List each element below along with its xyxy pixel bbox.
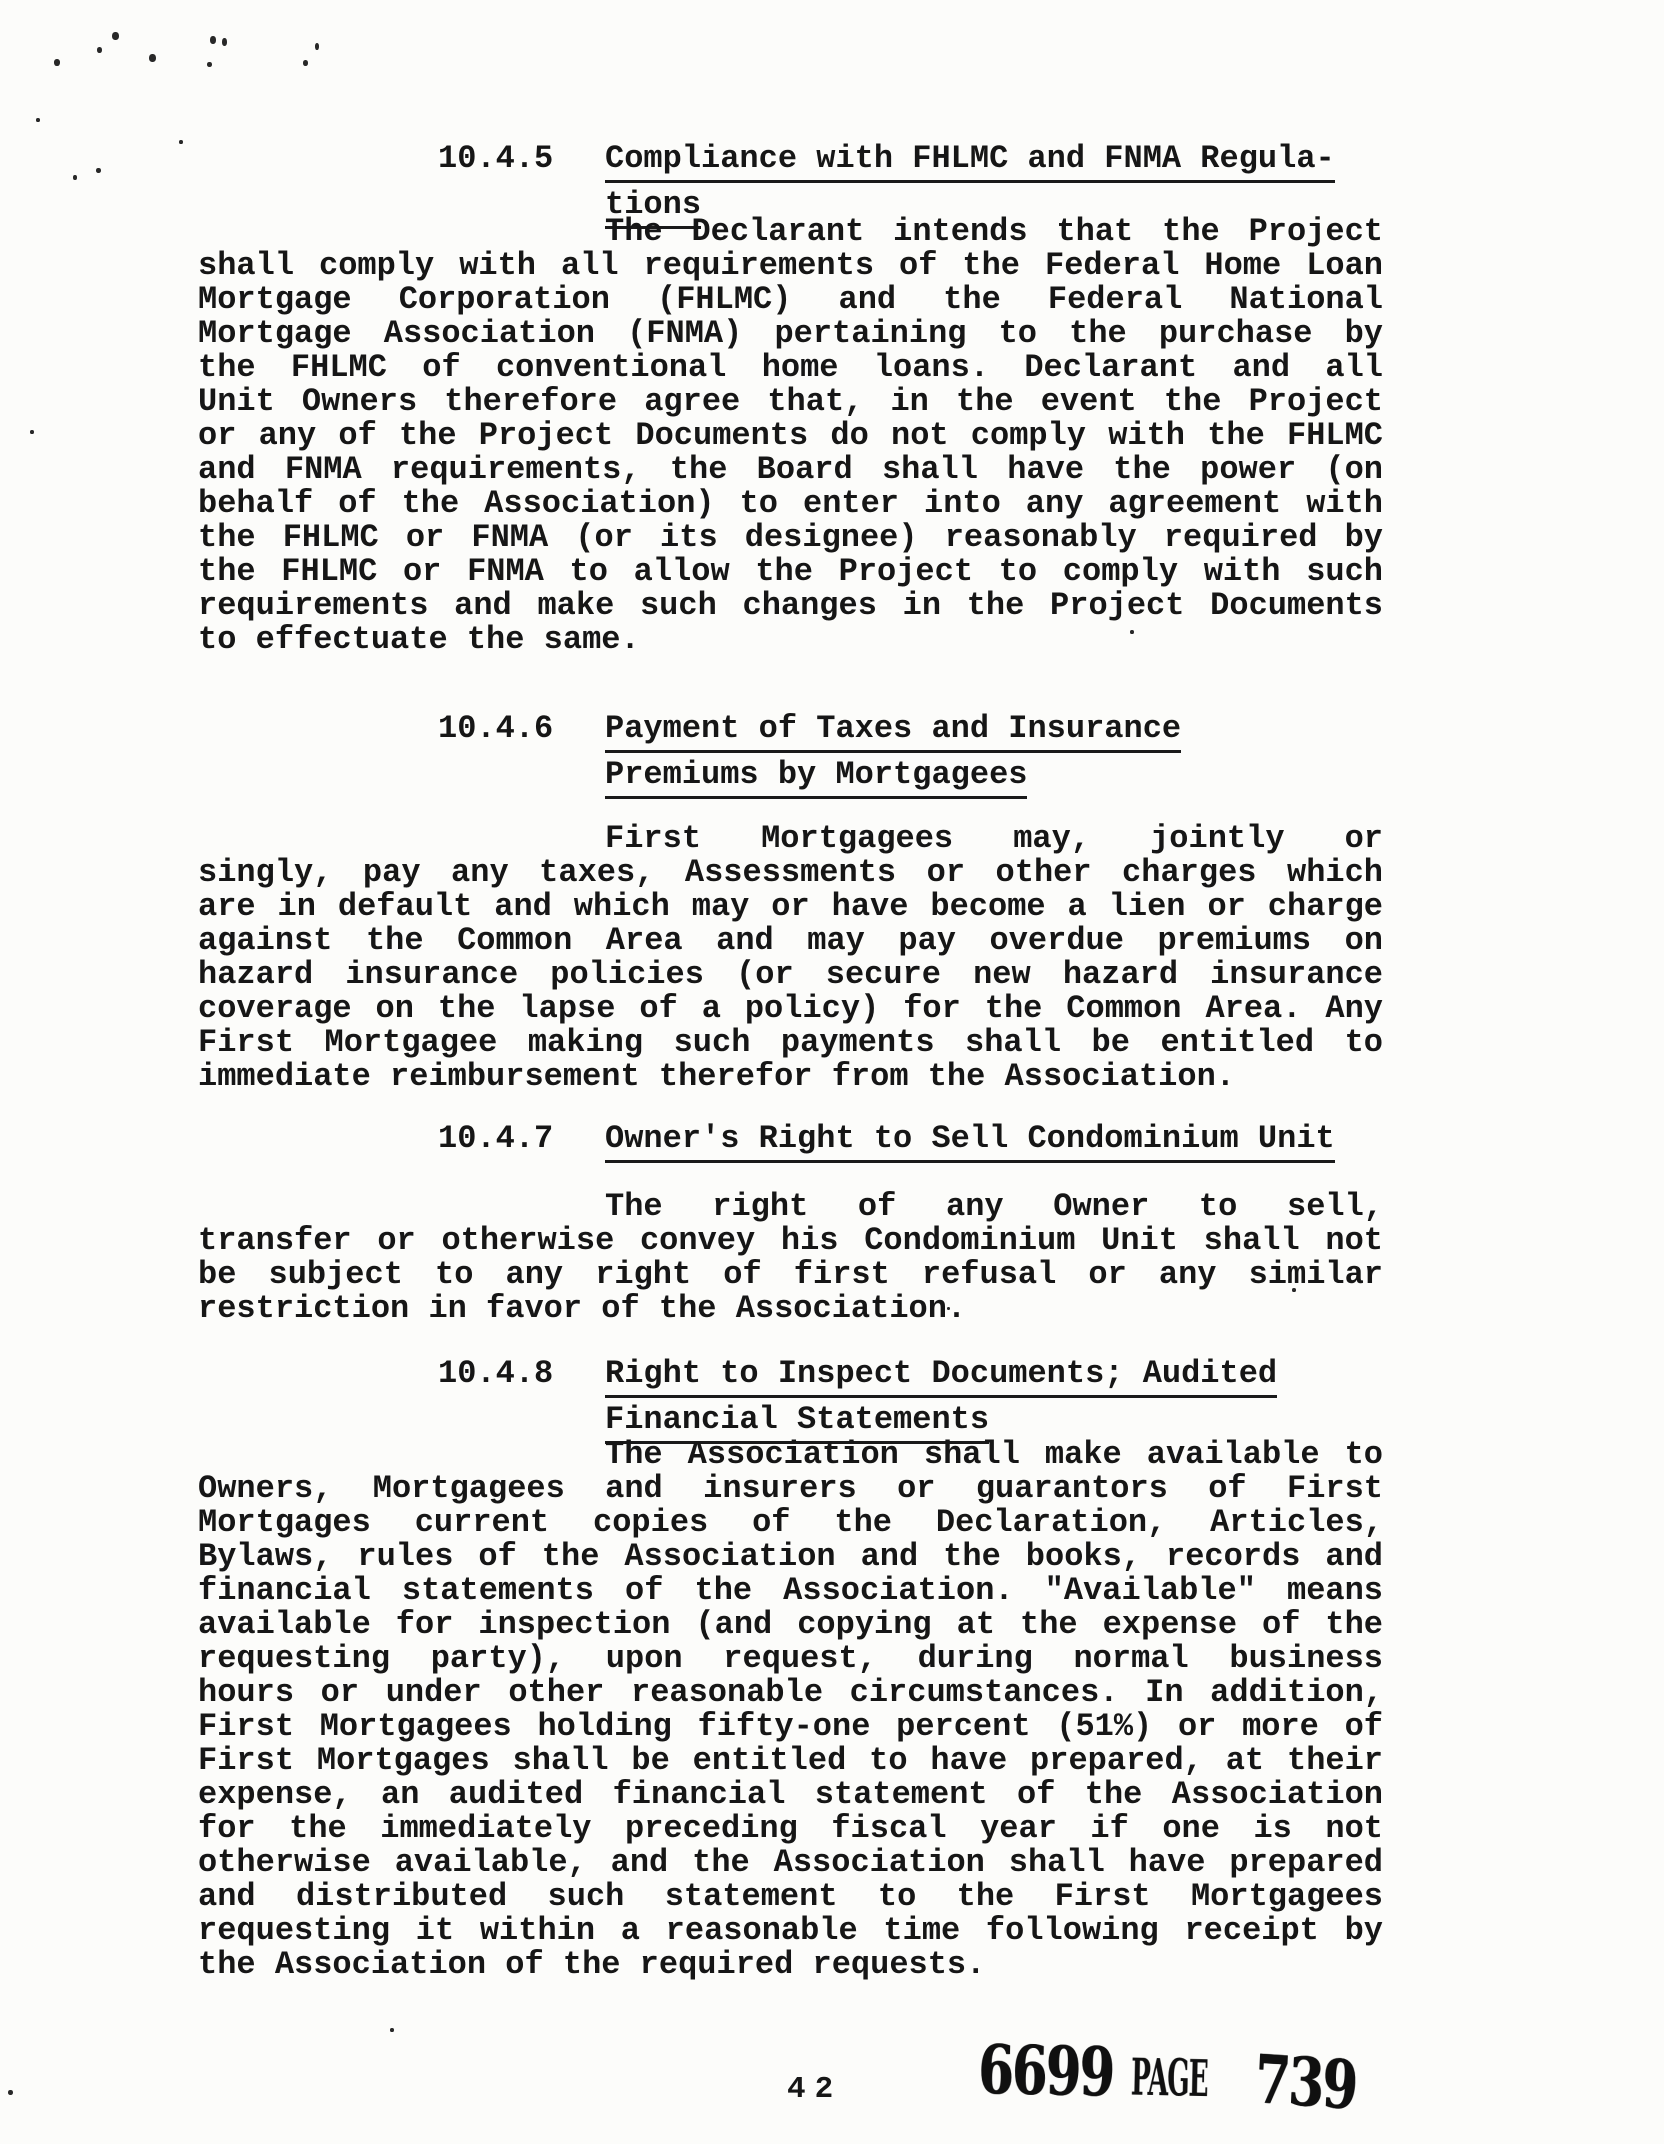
paragraph-line: immediate reimbursement therefor from the Association.	[198, 1058, 1235, 1095]
section-number: 10.4.5	[438, 140, 554, 177]
scan-speckle	[222, 38, 227, 46]
paragraph-line: First Mortgagees holding fifty-one percent (51%) or more of	[198, 1708, 1383, 1745]
section-title-line: Financial Statements	[605, 1403, 989, 1444]
section-paragraph-10-4-8	[198, 1438, 1383, 1982]
page-number: 42	[787, 2072, 843, 2107]
paragraph-line: Mortgages current copies of the Declaration, Articles,	[198, 1504, 1383, 1541]
paragraph-line: First Mortgagee making such payments shall be entitled to	[198, 1024, 1383, 1061]
section-number: 10.4.6	[438, 710, 554, 747]
paragraph-line: otherwise available, and the Association shall have prepared	[198, 1844, 1383, 1881]
paragraph-line: the FHLMC or FNMA (or its designee) reasonably required by	[198, 519, 1383, 556]
scan-speckle	[73, 175, 77, 180]
scan-speckle	[179, 140, 183, 144]
section-title-line: Premiums by Mortgagees	[605, 758, 1027, 799]
section-title-line: Right to Inspect Documents; Audited	[605, 1357, 1277, 1398]
paragraph-line: Bylaws, rules of the Association and the books, records and	[198, 1538, 1383, 1575]
paragraph-line: Mortgage Association (FNMA) pertaining to the purchase by	[198, 315, 1383, 352]
paragraph-line: First Mortgagees may, jointly or	[605, 820, 1383, 857]
section-paragraph-10-4-6	[198, 822, 1383, 1094]
paragraph-line: coverage on the lapse of a policy) for the Common Area. Any	[198, 990, 1383, 1027]
section-heading-10-4-6	[438, 712, 1181, 804]
paragraph-line: First Mortgages shall be entitled to have prepared, at their	[198, 1742, 1383, 1779]
section-title-line: tions	[605, 188, 701, 229]
paragraph-line: financial statements of the Association. "Available" means	[198, 1572, 1383, 1609]
paragraph-line: The right of any Owner to sell,	[605, 1188, 1383, 1225]
scan-speckle	[210, 36, 216, 44]
section-title-line: Payment of Taxes and Insurance	[605, 712, 1181, 753]
paragraph-line: expense, an audited financial statement of the Association	[198, 1776, 1383, 1813]
scan-speckle	[96, 168, 101, 173]
paragraph-line: transfer or otherwise convey his Condominium Unit shall not	[198, 1222, 1383, 1259]
paragraph-line: singly, pay any taxes, Assessments or other charges which	[198, 854, 1383, 891]
scan-speckle	[8, 2090, 13, 2095]
scan-speckle	[303, 60, 308, 66]
section-number: 10.4.8	[438, 1355, 554, 1392]
paragraph-line: requesting it within a reasonable time following receipt by	[198, 1912, 1383, 1949]
scan-speckle	[36, 118, 40, 122]
paragraph-line: the Association of the required requests.	[198, 1946, 986, 1983]
section-paragraph-10-4-5	[198, 215, 1383, 657]
paragraph-line: or any of the Project Documents do not comply with the FHLMC	[198, 417, 1383, 454]
scan-speckle	[390, 2028, 394, 2032]
paragraph-line: for the immediately preceding fiscal year if one is not	[198, 1810, 1383, 1847]
paragraph-line: requirements and make such changes in the Project Documents	[198, 587, 1383, 624]
paragraph-line: requesting party), upon request, during normal business	[198, 1640, 1383, 1677]
paragraph-line: hours or under other reasonable circumstances. In addition,	[198, 1674, 1383, 1711]
recorder-stamp	[977, 2030, 1377, 2125]
stamp-page-number: 739	[1252, 2039, 1358, 2125]
paragraph-line: The Association shall make available to	[605, 1436, 1383, 1473]
section-title	[605, 1122, 1335, 1168]
paragraph-line: The Declarant intends that the Project	[605, 213, 1383, 250]
section-title-line: Compliance with FHLMC and FNMA Regula-	[605, 142, 1335, 183]
section-paragraph-10-4-7	[198, 1190, 1383, 1326]
scan-speckle	[54, 59, 60, 66]
scan-speckle	[30, 430, 34, 434]
paragraph-line: to effectuate the same.	[198, 621, 640, 658]
paragraph-line: hazard insurance policies (or secure new hazard insurance	[198, 956, 1383, 993]
stamp-book-number: 6699	[977, 2030, 1114, 2113]
paragraph-line: shall comply with all requirements of the Federal Home Loan	[198, 247, 1383, 284]
section-title-line: Owner's Right to Sell Condominium Unit	[605, 1122, 1335, 1163]
paragraph-line: be subject to any right of first refusal or any similar	[198, 1256, 1383, 1293]
paragraph-line: the FHLMC or FNMA to allow the Project to comply with such	[198, 553, 1383, 590]
paragraph-line: and FNMA requirements, the Board shall have the power (on	[198, 451, 1383, 488]
paragraph-line: the FHLMC of conventional home loans. Declarant and all	[198, 349, 1383, 386]
paragraph-line: and distributed such statement to the First Mortgagees	[198, 1878, 1383, 1915]
scan-speckle	[149, 54, 156, 62]
paragraph-line: against the Common Area and may pay overdue premiums on	[198, 922, 1383, 959]
section-number: 10.4.7	[438, 1120, 554, 1157]
paragraph-line: Unit Owners therefore agree that, in the event the Project	[198, 383, 1383, 420]
paragraph-line: behalf of the Association) to enter into any agreement with	[198, 485, 1383, 522]
scan-speckle	[315, 43, 319, 50]
stamp-page-label: PAGE	[1129, 2048, 1208, 2109]
scan-speckle	[207, 62, 212, 67]
paragraph-line: Mortgage Corporation (FHLMC) and the Federal National	[198, 281, 1383, 318]
section-heading-10-4-7	[438, 1122, 1335, 1168]
paragraph-line: restriction in favor of the Association.	[198, 1290, 967, 1327]
paragraph-line: are in default and which may or have become a lien or charge	[198, 888, 1383, 925]
paragraph-line: Owners, Mortgagees and insurers or guarantors of First	[198, 1470, 1383, 1507]
scan-speckle	[97, 47, 102, 53]
paragraph-line: available for inspection (and copying at the expense of the	[198, 1606, 1383, 1643]
scan-speckle	[112, 32, 119, 40]
section-title	[605, 712, 1181, 804]
